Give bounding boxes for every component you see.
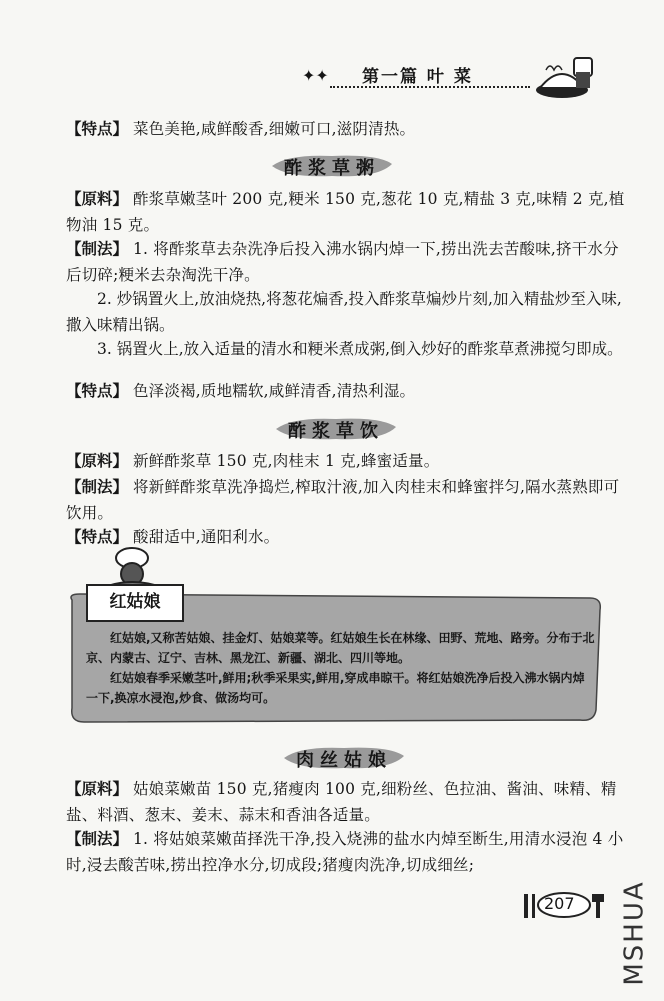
porridge-ingredients (66, 186, 626, 238)
intro-features (66, 116, 626, 142)
sidebox-paragraph: 红姑娘,又称苦姑娘、挂金灯、姑娘菜等。红姑娘生长在林缘、田野、荒地、路旁。分布于北京、内蒙古、辽宁、吉林、黑龙江、新疆、湖北、四川等地。 (86, 631, 595, 665)
header-dotted-rule (330, 86, 530, 88)
tag-label: 【制法】 (66, 478, 129, 496)
drink-method (66, 474, 626, 526)
method-text: 1. 将姑娘菜嫩苗择洗干净,投入烧沸的盐水内焯至断生,用清水浸泡 4 小时,浸去酸苦味,捞出控净水分,切成段;猪瘦肉洗净,切成细丝; (66, 830, 624, 874)
chef-pot-icon (532, 50, 602, 100)
recipe-title: 酢浆草饮 (288, 421, 384, 442)
info-sidebox (66, 590, 604, 724)
porridge-method-1 (66, 236, 626, 288)
tag-label: 【特点】 (66, 382, 129, 400)
tag-label: 【原料】 (66, 190, 129, 208)
ingredients-text: 酢浆草嫩茎叶 200 克,粳米 150 克,葱花 10 克,精盐 3 克,味精 2 克,植物油 15 克。 (66, 190, 625, 234)
recipe-title: 肉丝姑娘 (296, 750, 392, 771)
recipe-title-drink (272, 413, 400, 443)
recipe-title-pork (280, 742, 408, 772)
features-text: 色泽淡褐,质地糯软,咸鲜清香,清热利湿。 (132, 382, 416, 400)
sparkle-icon: ✦✦ (302, 66, 329, 85)
tag-label: 【原料】 (66, 452, 129, 470)
tag-label: 【特点】 (66, 528, 129, 546)
tag-label: 【制法】 (66, 830, 129, 848)
sidebox-title: 红姑娘 (86, 584, 184, 622)
sidebox-paragraph: 红姑娘春季采嫩茎叶,鲜用;秋季采果实,鲜用,穿成串晾干。将红姑娘洗净后投入沸水锅内焯一下,换凉水浸泡,炒食、做汤均可。 (86, 671, 585, 705)
pork-ingredients (66, 776, 626, 828)
features-text: 酸甜适中,通阳利水。 (132, 528, 280, 546)
porridge-method-2: 2. 炒锅置火上,放油烧热,将葱花煸香,投入酢浆草煸炒片刻,加入精盐炒至入味,撒入味精出锅。 (66, 290, 622, 334)
watermark-text: MSHUA (619, 880, 650, 986)
ingredients-text: 姑娘菜嫩苗 150 克,猪瘦肉 100 克,细粉丝、色拉油、酱油、味精、精盐、料酒、葱末、姜末、蒜末和香油各适量。 (66, 780, 617, 824)
tag-label: 【特点】 (66, 120, 129, 138)
tag-label: 【制法】 (66, 240, 129, 258)
running-header (300, 56, 620, 96)
features-text: 菜色美艳,咸鲜酸香,细嫩可口,滋阴清热。 (132, 120, 416, 138)
page-number: 207 (544, 894, 575, 913)
chapter-title: 第一篇 叶 菜 (362, 67, 473, 87)
recipe-title-porridge (268, 150, 396, 180)
method-text: 将新鲜酢浆草洗净捣烂,榨取汁液,加入肉桂末和蜂蜜拌匀,隔水蒸熟即可饮用。 (66, 478, 620, 522)
porridge-features (66, 378, 626, 404)
pork-method (66, 826, 626, 878)
ingredients-text: 新鲜酢浆草 150 克,肉桂末 1 克,蜂蜜适量。 (132, 452, 440, 470)
page-number-badge (520, 888, 610, 922)
watermark (619, 880, 660, 990)
drink-ingredients (66, 448, 626, 474)
recipe-title: 酢浆草粥 (284, 158, 380, 179)
porridge-method-3: 3. 锅置火上,放入适量的清水和粳米煮成粥,倒入炒好的酢浆草煮沸搅匀即成。 (97, 340, 623, 358)
tag-label: 【原料】 (66, 780, 129, 798)
method-text: 1. 将酢浆草去杂洗净后投入沸水锅内焯一下,捞出洗去苦酸味,挤干水分后切碎;粳米去杂淘洗干净。 (66, 240, 619, 284)
sidebox-text (86, 628, 596, 708)
